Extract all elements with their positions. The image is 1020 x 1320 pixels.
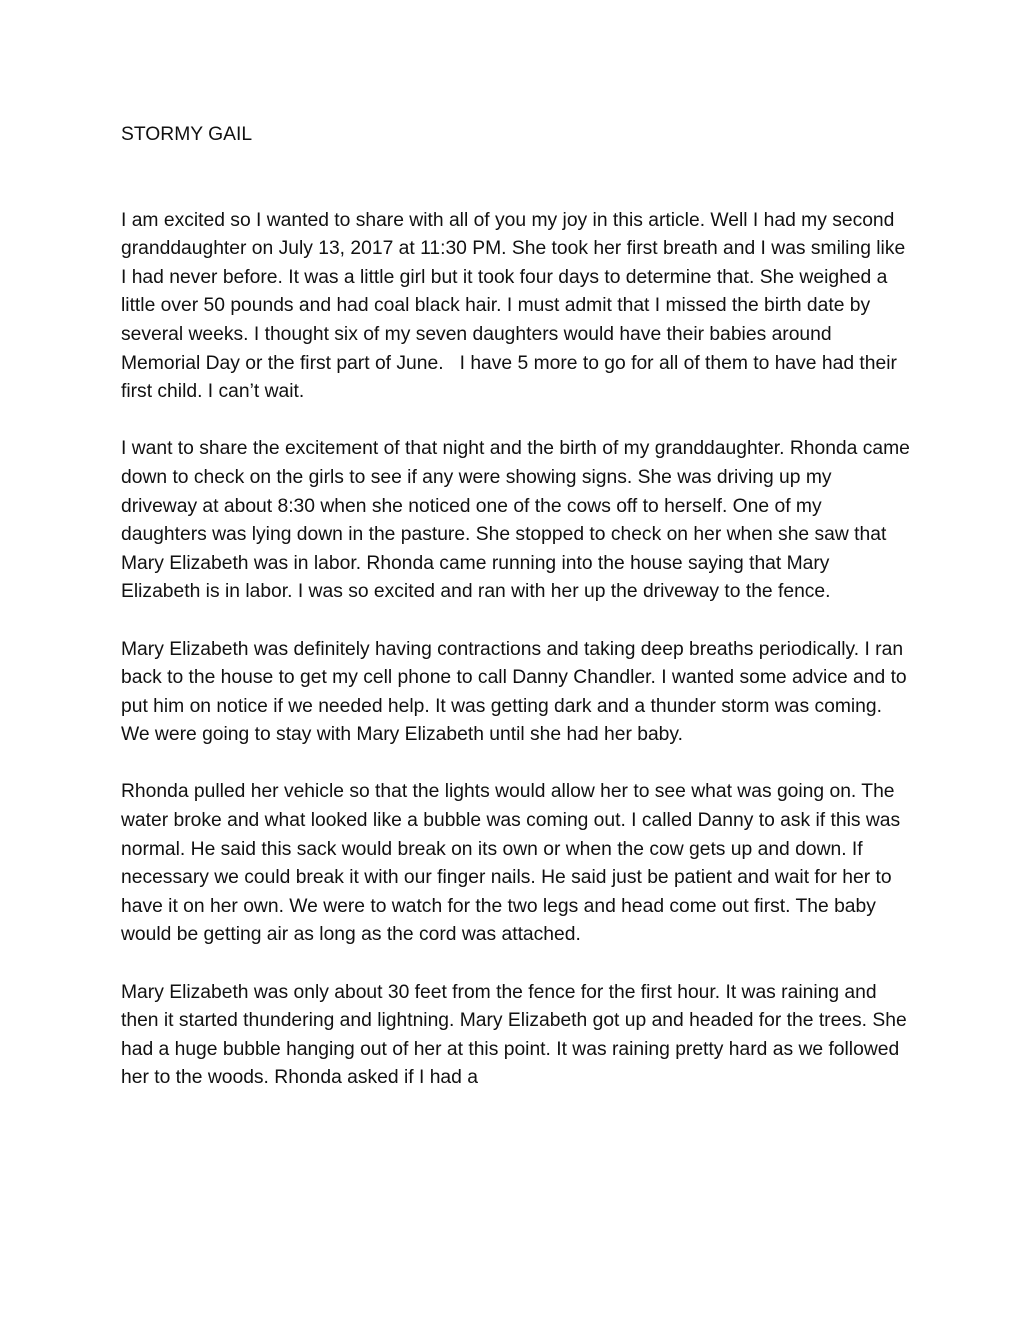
document-title: STORMY GAIL — [121, 124, 253, 145]
document-body — [121, 121, 916, 1093]
paragraph-1: I am excited so I wanted to share with all of you my joy in this article. Well I had my second granddaughter on July 13, 2017 at 11:30 PM. She took her first breath and I was smiling like I had never before. It was a little girl but it took four days to determine that. She weighed a little over 50 pounds and had coal black hair. I must admit that I missed the birth date by several weeks. I thought six of my seven daughters would have their babies around Memorial Day or the first part of June. I have 5 more to go for all of them to have had their first child. I can’t wait. — [121, 209, 911, 403]
paragraph-4: Rhonda pulled her vehicle so that the lights would allow her to see what was going on. The water broke and what looked like a bubble was coming out. I called Danny to ask if this was normal. He said this sack would break on its own or when the cow gets up and down. If necessary we could break it with our finger nails. He said just be patient and wait for her to have it on her own. We were to watch for the two legs and head come out first. The baby would be getting air as long as the cord was attached. — [121, 781, 906, 946]
paragraph-2: I want to share the excitement of that night and the birth of my granddaughter. Rhonda came down to check on the girls to see if any were showing signs. She was driving up my driveway at about 8:30 when she noticed one of the cows off to herself. One of my daughters was lying down in the pasture. She stopped to check on her when she saw that Mary Elizabeth was in labor. Rhonda came running into the house saying that Mary Elizabeth is in labor. I was so excited and ran with her up the driveway to the fence. — [121, 438, 916, 603]
paragraph-3: Mary Elizabeth was definitely having contractions and taking deep breaths periodically. I ran back to the house to get my cell phone to call Danny Chandler. I wanted some advice and to put him on notice if we needed help. It was getting dark and a thunder storm was coming. We were going to stay with Mary Elizabeth until she had her baby. — [121, 638, 913, 746]
paragraph-5: Mary Elizabeth was only about 30 feet from the fence for the first hour. It was raining and then it started thundering and lightning. Mary Elizabeth got up and headed for the trees. She had a huge bubble hanging out of her at this point. It was raining pretty hard as we followed her to the woods. Rhonda asked if I had a — [121, 981, 913, 1089]
